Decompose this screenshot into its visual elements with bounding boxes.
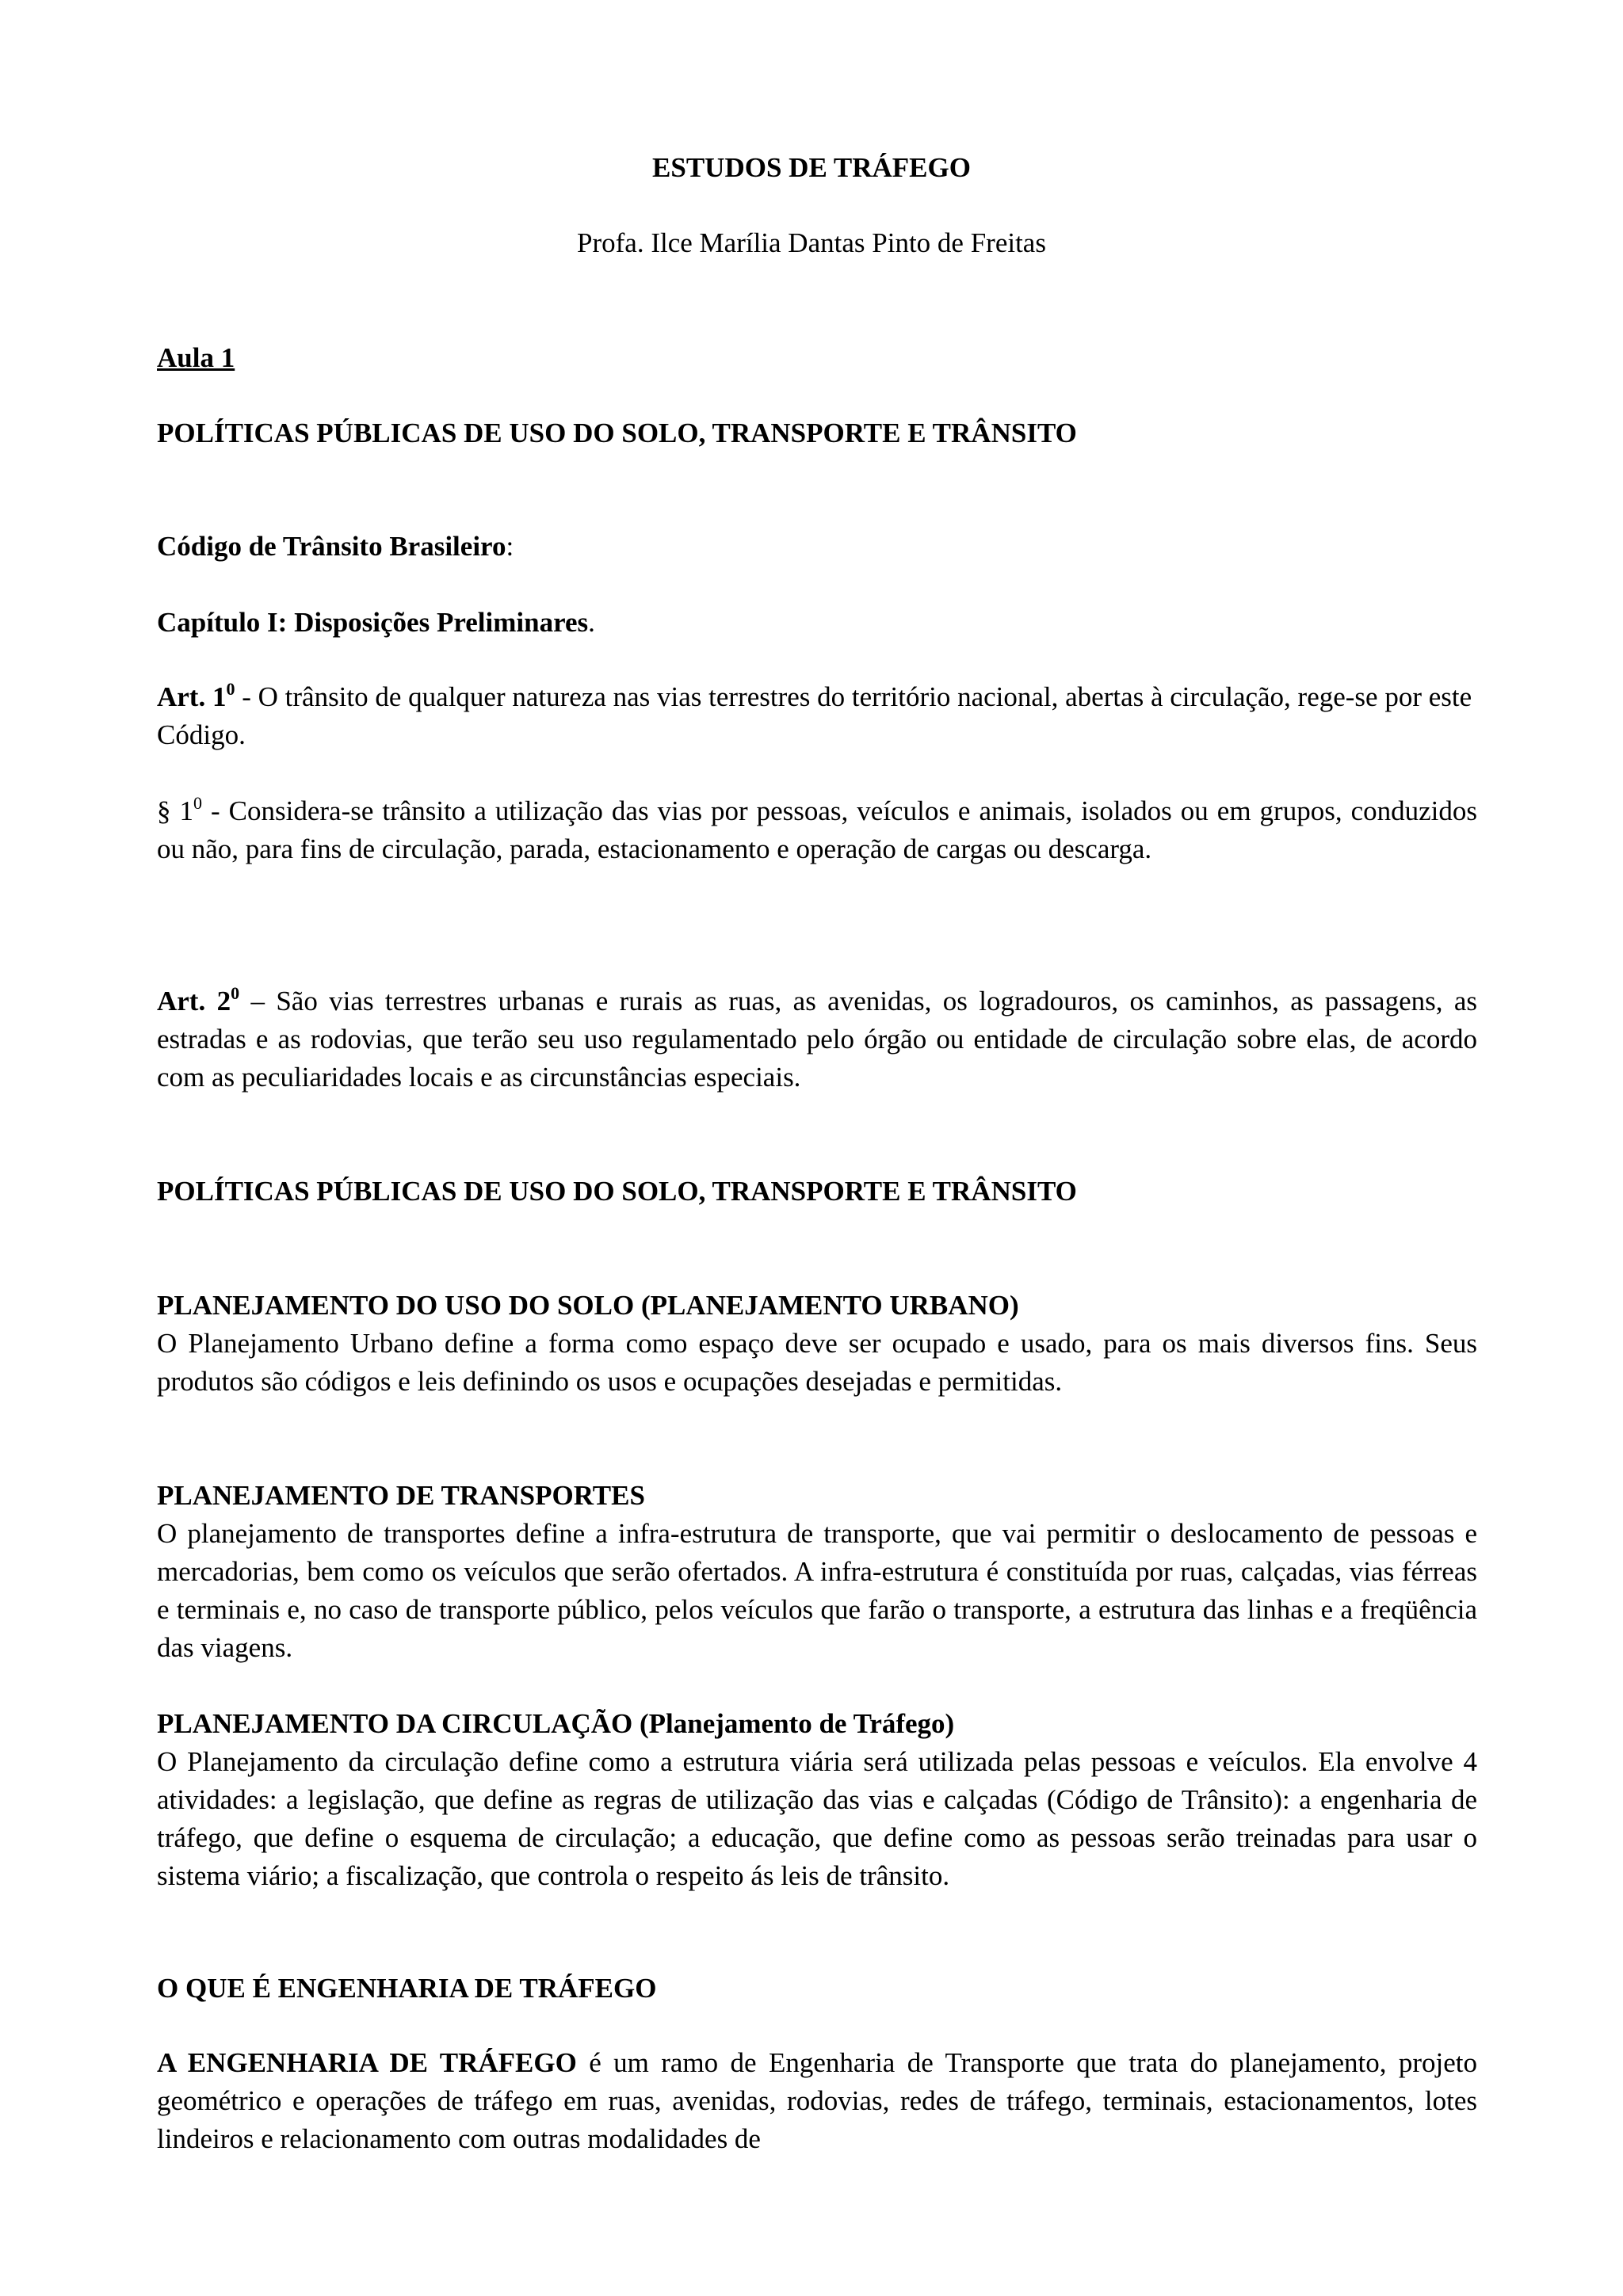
circulation-heading: PLANEJAMENTO DA CIRCULAÇÃO (Planejamento de Tráfego) — [157, 1708, 955, 1739]
paragraph-1-text: - Considera-se trânsito a utilização das vias por pessoas, veículos e animais, isolados ou em grupos, conduzidos ou não, para fins de circulação, parada, estacionamento e operação de cargas ou descarga. — [157, 795, 1477, 864]
paragraph-1-sup: 0 — [193, 793, 202, 813]
land-use-heading: PLANEJAMENTO DO USO DO SOLO (PLANEJAMENTO URBANO) — [157, 1290, 1019, 1321]
code-heading — [157, 528, 1477, 566]
code-suffix: : — [506, 531, 514, 562]
article-1-sup: 0 — [226, 679, 235, 699]
article-1-label: Art. 1 — [157, 681, 227, 712]
chapter-label: Capítulo I: Disposições Preliminares — [157, 607, 589, 638]
article-1-text: - O trânsito de qualquer natureza nas vias terrestres do território nacional, abertas à circulação, rege-se por este Código. — [157, 681, 1472, 750]
chapter-heading — [157, 604, 1477, 642]
article-2 — [157, 982, 1477, 1097]
circulation-text: O Planejamento da circulação define como a estrutura viária será utilizada pelas pessoas e veículos. Ela envolve 4 atividades: a legislação, que define as regras de utilização das vias e calçadas (Código de Trânsito): a engenharia de tráfego, que define o esquema de circulação; a educação, que define como as pessoas serão treinadas para usar o sistema viário; a fiscalização, que controla o respeito ás leis de trânsito. — [157, 1746, 1477, 1891]
engineering-text — [157, 2044, 1477, 2158]
paragraph-1-label: § 1 — [157, 795, 193, 826]
engineering-heading: O QUE É ENGENHARIA DE TRÁFEGO — [157, 1973, 657, 2004]
land-use-text: O Planejamento Urbano define a forma como espaço deve ser ocupado e usado, para os mais diversos fins. Seus produtos são códigos e leis definindo os usos e ocupações desejadas e permitidas. — [157, 1328, 1477, 1397]
engineering-body: é um ramo de Engenharia de Transporte que trata do planejamento, projeto geométrico e operações de tráfego em ruas, avenidas, rodovias, redes de tráfego, terminais, estacionamentos, lotes lindeiros e relacionamento com outras modalidades de — [157, 2047, 1477, 2154]
author-line: Profa. Ilce Marília Dantas Pinto de Freitas — [577, 227, 1046, 258]
section-heading-policies: POLÍTICAS PÚBLICAS DE USO DO SOLO, TRANSPORTE E TRÂNSITO — [157, 418, 1077, 448]
chapter-suffix: . — [588, 607, 595, 638]
paragraph-1 — [157, 792, 1477, 868]
article-2-sup: 0 — [231, 983, 240, 1003]
engineering-lead: A ENGENHARIA DE TRÁFEGO — [157, 2047, 577, 2078]
transport-heading: PLANEJAMENTO DE TRANSPORTES — [157, 1480, 645, 1511]
code-label: Código de Trânsito Brasileiro — [157, 531, 506, 562]
section-heading-policies-2: POLÍTICAS PÚBLICAS DE USO DO SOLO, TRANSPORTE E TRÂNSITO — [157, 1176, 1077, 1207]
article-1 — [157, 678, 1477, 754]
article-2-label: Art. 2 — [157, 986, 231, 1016]
lesson-label: Aula 1 — [157, 342, 235, 373]
transport-text: O planejamento de transportes define a infra-estrutura de transporte, que vai permitir o deslocamento de pessoas e mercadorias, bem como os veículos que serão ofertados. A infra-estrutura é constituída por ruas, calçadas, vias férreas e terminais e, no caso de transporte público, pelos veículos que farão o transporte, a estrutura das linhas e a freqüência das viagens. — [157, 1518, 1477, 1663]
article-2-text: – São vias terrestres urbanas e rurais as ruas, as avenidas, os logradouros, os caminhos, as passagens, as estradas e as rodovias, que terão seu uso regulamentado pelo órgão ou entidade de circulação sobre elas, de acordo com as peculiaridades locais e as circunstâncias especiais. — [157, 986, 1478, 1093]
document-title: ESTUDOS DE TRÁFEGO — [652, 152, 971, 183]
